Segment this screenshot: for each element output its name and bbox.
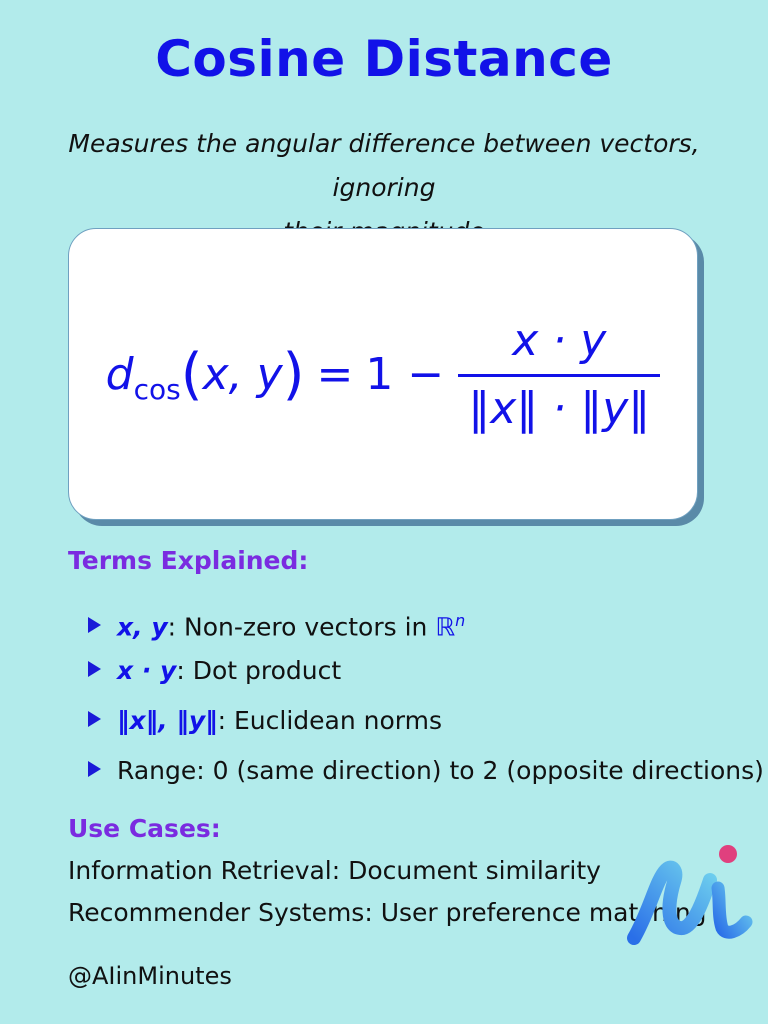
term-text: : Dot product xyxy=(176,656,342,685)
page-title: Cosine Distance xyxy=(155,30,613,88)
terms-list xyxy=(88,596,764,796)
bullet-triangle-icon xyxy=(88,761,101,777)
list-item xyxy=(88,696,764,746)
list-item xyxy=(88,596,764,646)
term-math: x · y xyxy=(117,656,177,685)
formula-numerator: x · y xyxy=(512,314,607,366)
usecases-heading: Use Cases: xyxy=(68,814,221,843)
formula-box xyxy=(68,228,698,520)
formula-minus: − xyxy=(407,348,445,400)
bullet-triangle-icon xyxy=(88,617,101,633)
ai-logo-icon xyxy=(622,840,760,950)
list-item xyxy=(88,746,764,796)
bullet-triangle-icon xyxy=(88,661,101,677)
bullet-triangle-icon xyxy=(88,711,101,727)
formula-open-paren: ( xyxy=(180,341,203,407)
formula-d: d xyxy=(105,348,134,400)
formula-one: 1 xyxy=(365,348,394,400)
cosine-distance-formula xyxy=(69,229,697,519)
term-tail-sup: n xyxy=(455,611,466,630)
usecase-item: Recommender Systems: User preference matching xyxy=(68,898,707,927)
term-text: Range: 0 (same direction) to 2 (opposite directions) xyxy=(117,756,764,785)
terms-heading: Terms Explained: xyxy=(68,546,309,575)
formula-close-paren: ) xyxy=(282,341,305,407)
term-math: ‖x‖, ‖y‖ xyxy=(117,706,218,735)
formula-equals: = xyxy=(316,348,354,400)
author-handle: @AIinMinutes xyxy=(68,962,232,990)
subtitle-line-1: Measures the angular difference between vectors, ignoring xyxy=(68,129,700,202)
term-math: x, y xyxy=(117,612,168,642)
term-text: : Non-zero vectors in xyxy=(167,612,436,642)
usecase-item: Information Retrieval: Document similarity xyxy=(68,856,601,885)
formula-subscript: cos xyxy=(133,372,181,406)
term-text: : Euclidean norms xyxy=(217,706,442,735)
formula-lhs xyxy=(106,342,305,407)
formula-denominator: ‖x‖ · ‖y‖ xyxy=(468,382,651,434)
list-item xyxy=(88,646,764,696)
formula-fraction xyxy=(458,315,660,434)
formula-args: x, y xyxy=(202,348,283,400)
term-tail: ℝ xyxy=(435,612,456,642)
